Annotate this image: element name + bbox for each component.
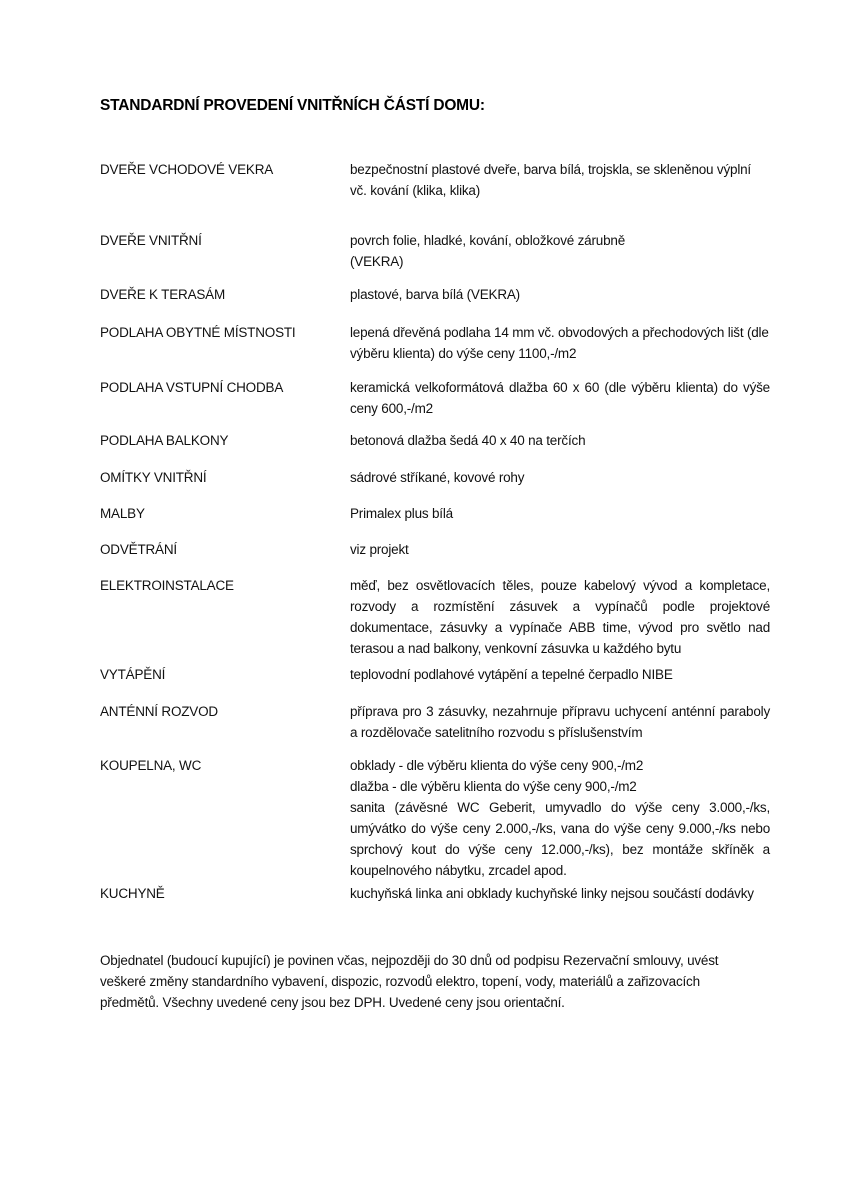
spec-paragraph: lepená dřevěná podlaha 14 mm vč. obvodových a přechodových lišt (dle výběru klienta) do výše ceny 1100,-/m2 bbox=[350, 325, 769, 361]
spec-paragraph: dlažba - dle výběru klienta do výše ceny 900,-/m2 bbox=[350, 779, 637, 794]
spec-paragraph: teplovodní podlahové vytápění a tepelné čerpadlo NIBE bbox=[350, 667, 673, 682]
spec-row bbox=[100, 575, 770, 659]
spec-row bbox=[100, 322, 769, 364]
spec-row bbox=[100, 230, 761, 272]
spec-description bbox=[350, 883, 770, 904]
spec-description bbox=[350, 664, 770, 685]
spec-description bbox=[350, 701, 770, 743]
spec-description bbox=[350, 430, 770, 451]
spec-label: ODVĚTRÁNÍ bbox=[100, 542, 177, 557]
spec-paragraph: kuchyňská linka ani obklady kuchyňské linky nejsou součástí dodávky bbox=[350, 886, 754, 901]
spec-description bbox=[350, 230, 770, 272]
spec-row bbox=[100, 883, 761, 904]
spec-paragraph: povrch folie, hladké, kování, obložkové zárubně bbox=[350, 233, 626, 248]
spec-label: ELEKTROINSTALACE bbox=[100, 578, 234, 593]
spec-row bbox=[100, 755, 770, 881]
spec-paragraph: příprava pro 3 zásuvky, nezahrnuje přípravu uchycení anténní paraboly a rozdělovače satelitního rozvodu s příslušenstvím bbox=[350, 704, 770, 740]
spec-description bbox=[350, 467, 770, 488]
spec-paragraph: plastové, barva bílá (VEKRA) bbox=[350, 287, 520, 302]
spec-paragraph: bezpečnostní plastové dveře, barva bílá, trojskla, se skleněnou výplní vč. kování (klika, klika) bbox=[350, 162, 751, 198]
footer-note: Objednatel (budoucí kupující) je povinen včas, nejpozději do 30 dnů od podpisu Rezervační smlouvy, uvést veškeré změny standardního vybavení, dispozic, rozvodů elektro, topení, vody, materiálů a zařizovacích předmětů. Všechny uvedené ceny jsou bez DPH. Uvedené ceny jsou orientační. bbox=[100, 953, 719, 1010]
spec-label: PODLAHA VSTUPNÍ CHODBA bbox=[100, 380, 284, 395]
spec-row bbox=[100, 159, 761, 201]
spec-paragraph: Primalex plus bílá bbox=[350, 506, 453, 521]
spec-label: PODLAHA BALKONY bbox=[100, 433, 229, 448]
spec-label: KUCHYNĚ bbox=[100, 886, 165, 901]
spec-label: DVEŘE VCHODOVÉ VEKRA bbox=[100, 162, 274, 177]
spec-row bbox=[100, 467, 761, 488]
spec-row bbox=[100, 377, 770, 419]
spec-label: MALBY bbox=[100, 506, 145, 521]
spec-description bbox=[350, 575, 770, 659]
spec-paragraph: (VEKRA) bbox=[350, 254, 404, 269]
spec-label: DVEŘE VNITŘNÍ bbox=[100, 233, 202, 248]
spec-table bbox=[100, 159, 770, 904]
spec-paragraph: sanita (závěsné WC Geberit, umyvadlo do výše ceny 3.000,-/ks, umývátko do výše ceny 2.000,-/ks, vana do výše ceny 9.000,-/ks nebo sprchový kout do výše ceny 12.000,-/ks), bez montáže skříněk a koupelnového nábytku, zrcadel apod. bbox=[350, 800, 770, 878]
spec-description bbox=[350, 755, 770, 881]
spec-row bbox=[100, 284, 761, 305]
spec-description bbox=[350, 503, 770, 524]
spec-paragraph: keramická velkoformátová dlažba 60 x 60 (dle výběru klienta) do výše ceny 600,-/m2 bbox=[350, 380, 770, 416]
spec-row bbox=[100, 503, 761, 524]
spec-label: VYTÁPĚNÍ bbox=[100, 667, 166, 682]
spec-row bbox=[100, 701, 770, 743]
spec-description bbox=[350, 322, 770, 364]
spec-description bbox=[350, 284, 770, 305]
spec-paragraph: betonová dlažba šedá 40 x 40 na terčích bbox=[350, 433, 586, 448]
spec-paragraph: sádrové stříkané, kovové rohy bbox=[350, 470, 525, 485]
spec-row bbox=[100, 664, 761, 685]
spec-description bbox=[350, 159, 770, 201]
spec-label: OMÍTKY VNITŘNÍ bbox=[100, 470, 207, 485]
page-title: STANDARDNÍ PROVEDENÍ VNITŘNÍCH ČÁSTÍ DOMU: bbox=[100, 97, 485, 114]
spec-paragraph: viz projekt bbox=[350, 542, 409, 557]
spec-row bbox=[100, 430, 761, 451]
spec-label: KOUPELNA, WC bbox=[100, 758, 202, 773]
spec-label: PODLAHA OBYTNÉ MÍSTNOSTI bbox=[100, 325, 296, 340]
spec-label: ANTÉNNÍ ROZVOD bbox=[100, 704, 218, 719]
spec-label: DVEŘE K TERASÁM bbox=[100, 287, 226, 302]
spec-paragraph: měď, bez osvětlovacích těles, pouze kabelový vývod a kompletace, rozvody a rozmístění zásuvek a vypínačů podle projektové dokumentace, zásuvky a vypínače ABB time, vývod pro světlo nad terasou a nad balkony, venkovní zásuvka u každého bytu bbox=[350, 578, 770, 656]
spec-description bbox=[350, 539, 770, 560]
spec-paragraph: obklady - dle výběru klienta do výše ceny 900,-/m2 bbox=[350, 758, 644, 773]
spec-row bbox=[100, 539, 761, 560]
spec-description bbox=[350, 377, 770, 419]
